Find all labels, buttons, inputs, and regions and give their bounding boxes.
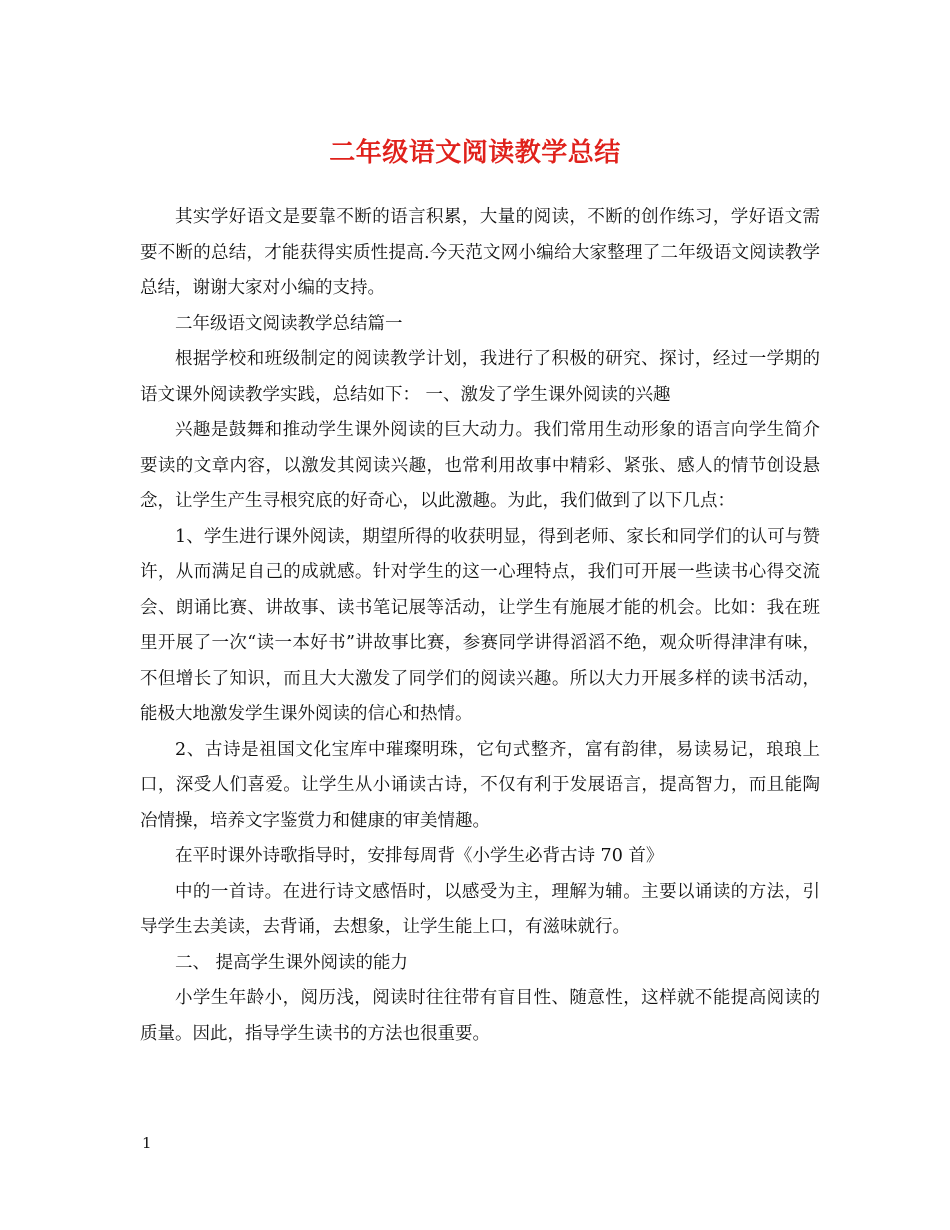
paragraph: 1、学生进行课外阅读，期望所得的收获明显，得到老师、家长和同学们的认可与赞许，从而满足自己的成就感。针对学生的这一心理特点，我们可开展一些读书心得交流会、朗诵比赛、讲故事、读书笔记展等活动，让学生有施展才能的机会。比如：我在班里开展了一次“读一本好书”讲故事比赛，参赛同学讲得滔滔不绝，观众听得津津有味，不但增长了知识，而且大大激发了同学们的阅读兴趣。所以大力开展多样的读书活动，能极大地激发学生课外阅读的信心和热情。 — [140, 526, 820, 724]
paragraph: 小学生年龄小，阅历浅，阅读时往往带有盲目性、随意性，这样就不能提高阅读的质量。因此，指导学生读书的方法也很重要。 — [140, 988, 820, 1044]
paragraph-section-heading: 二年级语文阅读教学总结篇一 — [175, 313, 403, 334]
paragraph-intro: 其实学好语文是要靠不断的语言积累，大量的阅读，不断的创作练习，学好语文需要不断的总结，才能获得实质性提高.今天范文网小编给大家整理了二年级语文阅读教学总结，谢谢大家对小编的支持。 — [140, 207, 820, 298]
page-number: 1 — [142, 1134, 152, 1152]
paragraph: 在平时课外诗歌指导时，安排每周背《小学生必背古诗 70 首》 — [175, 846, 664, 866]
paragraph-subheading: 二、 提高学生课外阅读的能力 — [175, 952, 409, 973]
paragraph: 中的一首诗。在进行诗文感悟时，以感受为主，理解为辅。主要以诵读的方法，引导学生去美读，去背诵，去想象，让学生能上口，有滋味就行。 — [140, 881, 820, 937]
paragraph: 根据学校和班级制定的阅读教学计划，我进行了积极的研究、探讨，经过一学期的语文课外阅读教学实践，总结如下： 一、激发了学生课外阅读的兴趣 — [140, 349, 820, 405]
document-title: 二年级语文阅读教学总结 — [329, 138, 621, 168]
document-body — [140, 200, 820, 1052]
paragraph: 2、古诗是祖国文化宝库中璀璨明珠，它句式整齐，富有韵律，易读易记，琅琅上口，深受人们喜爱。让学生从小诵读古诗，不仅有利于发展语言，提高智力，而且能陶冶情操，培养文字鉴赏力和健康的审美情趣。 — [140, 739, 820, 831]
paragraph: 兴趣是鼓舞和推动学生课外阅读的巨大动力。我们常用生动形象的语言向学生简介要读的文章内容，以激发其阅读兴趣，也常利用故事中精彩、紧张、感人的情节创设悬念，让学生产生寻根究底的好奇心，以此激趣。为此，我们做到了以下几点： — [140, 420, 820, 511]
